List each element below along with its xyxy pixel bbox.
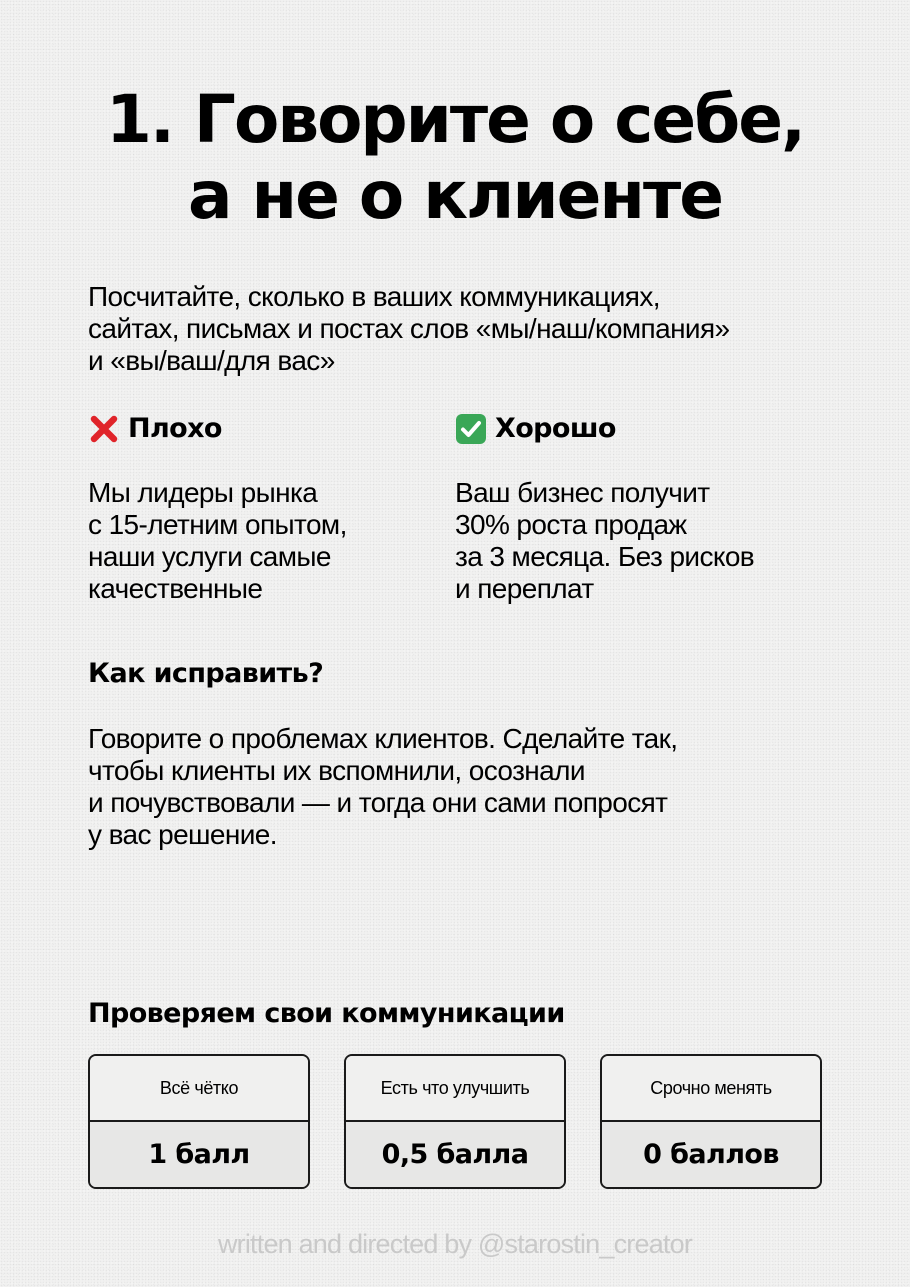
fix-line-2: чтобы клиенты их вспомнили, осознали [88,755,585,786]
title-line-2: а не о клиенте [188,157,722,234]
check-mark-icon [455,413,487,445]
good-heading-label: Хорошо [495,413,616,444]
intro-paragraph [88,281,848,377]
score-label: Срочно менять [602,1056,820,1122]
score-value: 1 балл [90,1122,308,1187]
bad-heading [88,410,222,448]
intro-line-1: Посчитайте, сколько в ваших коммуникациях, [88,281,660,312]
footer-credit: written and directed by @starostin_creator [217,1229,693,1259]
bad-example-line-2: с 15-летним опытом, [88,509,347,540]
score-card-clear [88,1054,310,1189]
title-line-1: 1. Говорите о себе, [105,81,805,158]
score-card-change [600,1054,822,1189]
good-example-line-3: за 3 месяца. Без рисков [455,541,755,572]
fix-paragraph [88,723,848,851]
bad-heading-label: Плохо [128,413,222,444]
fix-line-4: у вас решение. [88,819,277,850]
fix-line-3: и почувствовали — и тогда они сами попросят [88,787,668,818]
page-title [0,82,910,234]
fix-line-1: Говорите о проблемах клиентов. Сделайте так, [88,723,678,754]
score-cards [88,1054,822,1187]
good-heading [455,410,616,448]
score-value: 0 баллов [602,1122,820,1187]
fix-heading: Как исправить? [88,658,324,689]
score-label: Всё чётко [90,1056,308,1122]
bad-example-text [88,477,428,605]
scores-heading: Проверяем свои коммуникации [88,998,565,1029]
good-example-line-4: и переплат [455,573,594,604]
good-example-line-1: Ваш бизнес получит [455,477,710,508]
bad-example-line-3: наши услуги самые [88,541,331,572]
intro-line-2: сайтах, письмах и постах слов «мы/наш/компания» [88,313,730,344]
score-label: Есть что улучшить [346,1056,564,1122]
score-value: 0,5 балла [346,1122,564,1187]
score-card-improve [344,1054,566,1189]
bad-example-line-4: качественные [88,573,263,604]
intro-line-3: и «вы/ваш/для вас» [88,345,335,376]
bad-example-line-1: Мы лидеры рынка [88,477,318,508]
good-example-text [455,477,835,605]
cross-mark-icon [88,413,120,445]
good-example-line-2: 30% роста продаж [455,509,687,540]
